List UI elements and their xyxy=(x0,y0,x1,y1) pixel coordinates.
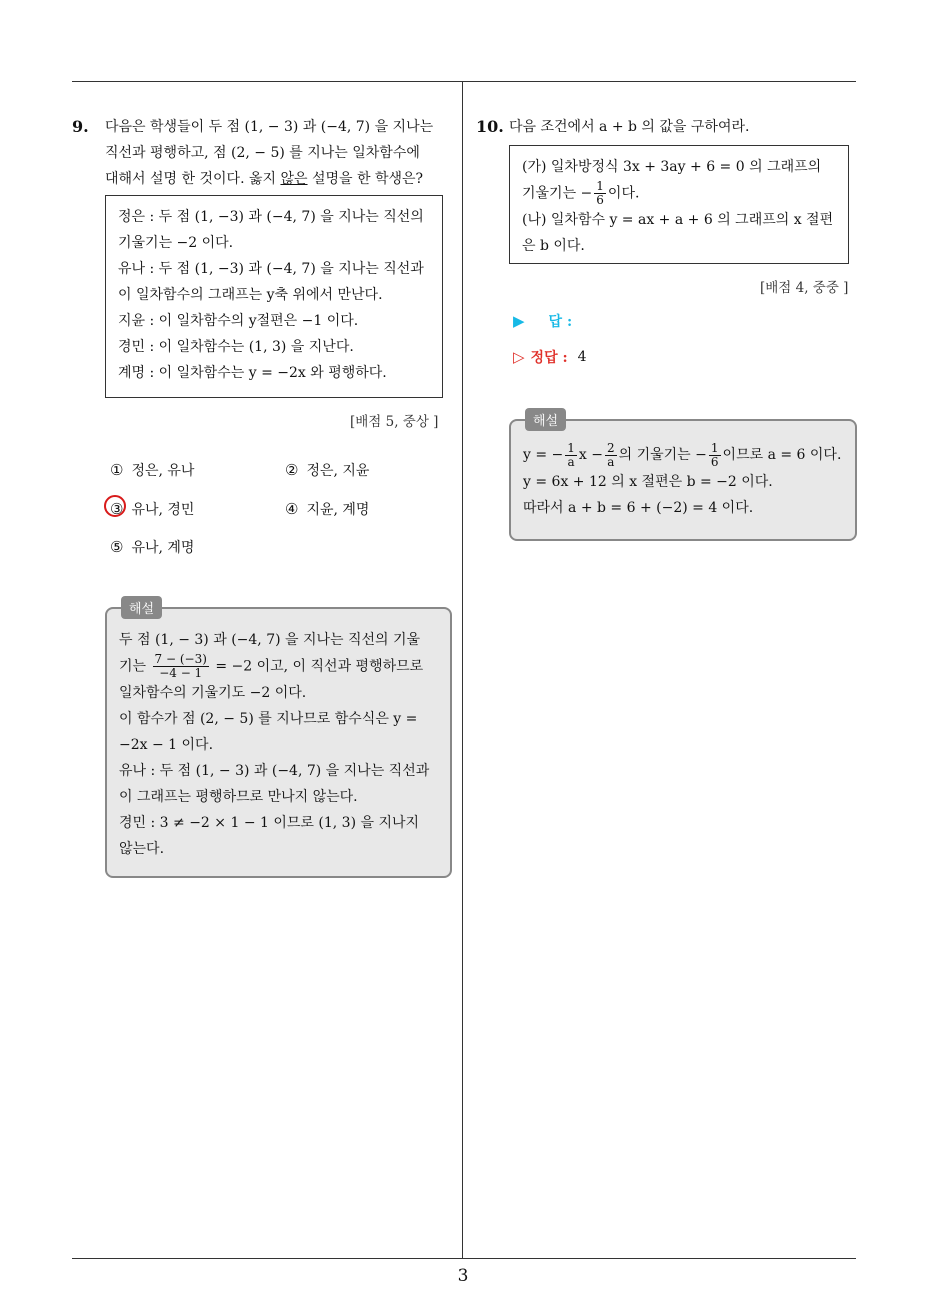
correct-value: 4 xyxy=(577,349,587,365)
explanation-line: 경민 : 3 ≠ −2 × 1 − 1 이므로 (1, 3) 을 지나지 xyxy=(119,815,420,831)
question-9-score: [배점 5, 중상 ] xyxy=(350,414,439,430)
choice-3[interactable] xyxy=(110,499,194,519)
explanation-tag: 해설 xyxy=(525,408,566,431)
condition-line-fraction xyxy=(522,180,836,207)
question-10-score: [배점 4, 중중 ] xyxy=(760,280,849,296)
explanation-line-fraction xyxy=(119,653,438,680)
explanation-line: 않는다. xyxy=(119,841,165,857)
fraction xyxy=(153,653,209,680)
condition-line: (나) 일차함수 y = ax + a + 6 의 그래프의 x 절편 xyxy=(522,212,834,228)
correct-arrow-icon: ▷ xyxy=(513,348,525,366)
page-number: 3 xyxy=(457,1266,469,1286)
question-10-number: 10. xyxy=(476,117,504,136)
fraction-numerator: 1 xyxy=(567,440,575,455)
choice-3-label: 유나, 경민 xyxy=(131,502,195,518)
condition-text: 이다. xyxy=(607,185,640,202)
question-9-line-1: 다음은 학생들이 두 점 (1, − 3) 과 (−4, 7) 을 지나는 xyxy=(105,119,434,135)
choice-4-label: 지윤, 계명 xyxy=(306,502,370,518)
explanation-text: 기는 xyxy=(119,658,147,675)
answer-row xyxy=(513,311,572,331)
explanation-line: 따라서 a + b = 6 + (−2) = 4 이다. xyxy=(523,500,754,516)
choice-4-mark: ④ xyxy=(285,500,299,518)
explanation-text: x − xyxy=(578,447,603,463)
explanation-line: y = 6x + 12 의 x 절편은 b = −2 이다. xyxy=(523,474,773,490)
fraction xyxy=(565,442,577,469)
top-rule xyxy=(72,81,856,82)
statement-line: 기울기는 −2 이다. xyxy=(118,235,234,251)
question-9-text xyxy=(105,114,457,192)
statement-line: 유나 : 두 점 (1, −3) 과 (−4, 7) 을 지나는 직선과 xyxy=(118,261,424,277)
condition-line: 은 b 이다. xyxy=(522,238,585,254)
explanation-line: 이 그래프는 평행하므로 만나지 않는다. xyxy=(119,789,358,805)
fraction-numerator: 1 xyxy=(710,440,719,455)
question-9-statements-box xyxy=(105,195,443,398)
answer-label: 답 : xyxy=(548,314,573,330)
explanation-line: 일차함수의 기울기도 −2 이다. xyxy=(119,685,307,701)
explanation-line: 이 함수가 점 (2, − 5) 를 지나므로 함수식은 y = xyxy=(119,711,418,727)
fraction xyxy=(605,442,617,469)
fraction-denominator: −4 − 1 xyxy=(159,666,203,680)
underlined-not: 않은 xyxy=(280,171,308,187)
choice-2[interactable] xyxy=(285,460,369,480)
explanation-text: y = − xyxy=(523,447,564,463)
question-9-number: 9. xyxy=(72,117,89,136)
choice-5-mark: ⑤ xyxy=(110,538,124,556)
statement-line: 정은 : 두 점 (1, −3) 과 (−4, 7) 을 지나는 직선의 xyxy=(118,209,424,225)
choice-2-label: 정은, 지윤 xyxy=(306,463,370,479)
fraction xyxy=(709,442,721,469)
choice-3-mark xyxy=(110,500,123,518)
question-9-line-3a: 대해서 설명 한 것이다. 옳지 xyxy=(105,171,281,187)
fraction-numerator: 1 xyxy=(596,179,604,193)
fraction xyxy=(594,180,606,207)
explanation-text: = −2 이고, 이 직선과 평행하므로 xyxy=(215,658,424,675)
choice-2-mark: ② xyxy=(285,461,299,479)
question-10-explanation xyxy=(509,414,857,541)
statement-line: 지윤 : 이 일차함수의 y절편은 −1 이다. xyxy=(118,313,359,329)
answer-arrow-icon: ▶ xyxy=(513,312,525,330)
fraction-denominator: a xyxy=(607,454,615,469)
question-9-line-3b: 설명을 한 학생은? xyxy=(307,171,424,187)
correct-label: 정답 : xyxy=(530,350,568,366)
explanation-tag: 해설 xyxy=(121,596,162,619)
choice-5[interactable] xyxy=(110,537,194,557)
choice-5-label: 유나, 계명 xyxy=(131,540,195,556)
question-10-conditions-box xyxy=(509,145,849,264)
explanation-text: 이므로 a = 6 이다. xyxy=(722,447,842,463)
correct-answer-row xyxy=(513,347,587,367)
explanation-line-fractions xyxy=(523,441,843,469)
explanation-line: 두 점 (1, − 3) 과 (−4, 7) 을 지나는 직선의 기울 xyxy=(119,632,421,648)
fraction-numerator: 2 xyxy=(607,440,615,455)
choice-4[interactable] xyxy=(285,499,369,519)
question-10-text: 다음 조건에서 a + b 의 값을 구하여라. xyxy=(509,119,750,135)
choice-3-mark-text: ③ xyxy=(110,500,124,518)
explanation-line: −2x − 1 이다. xyxy=(119,737,214,753)
question-9-explanation xyxy=(105,602,452,878)
statement-line: 이 일차함수의 그래프는 y축 위에서 만난다. xyxy=(118,287,383,303)
bottom-rule xyxy=(72,1258,856,1259)
question-9-line-2: 직선과 평행하고, 점 (2, − 5) 를 지나는 일차함수에 xyxy=(105,145,420,161)
statement-line: 경민 : 이 일차함수는 (1, 3) 을 지난다. xyxy=(118,339,354,355)
fraction-numerator: 7 − (−3) xyxy=(154,652,207,666)
fraction-denominator: 6 xyxy=(710,454,719,469)
fraction-denominator: 6 xyxy=(596,193,604,207)
explanation-line: 유나 : 두 점 (1, − 3) 과 (−4, 7) 을 지나는 직선과 xyxy=(119,763,430,779)
column-divider xyxy=(462,82,463,1258)
choice-1[interactable] xyxy=(110,460,194,480)
selected-circle-icon xyxy=(104,495,126,517)
condition-text: 기울기는 − xyxy=(522,185,593,202)
choice-1-label: 정은, 유나 xyxy=(131,463,195,479)
choice-1-mark: ① xyxy=(110,461,124,479)
explanation-text: 의 기울기는 − xyxy=(618,447,707,463)
statement-line: 계명 : 이 일차함수는 y = −2x 와 평행하다. xyxy=(118,365,387,381)
condition-line: (가) 일차방정식 3x + 3ay + 6 = 0 의 그래프의 xyxy=(522,159,822,175)
fraction-denominator: a xyxy=(567,454,575,469)
question-9-line-3 xyxy=(105,166,457,192)
